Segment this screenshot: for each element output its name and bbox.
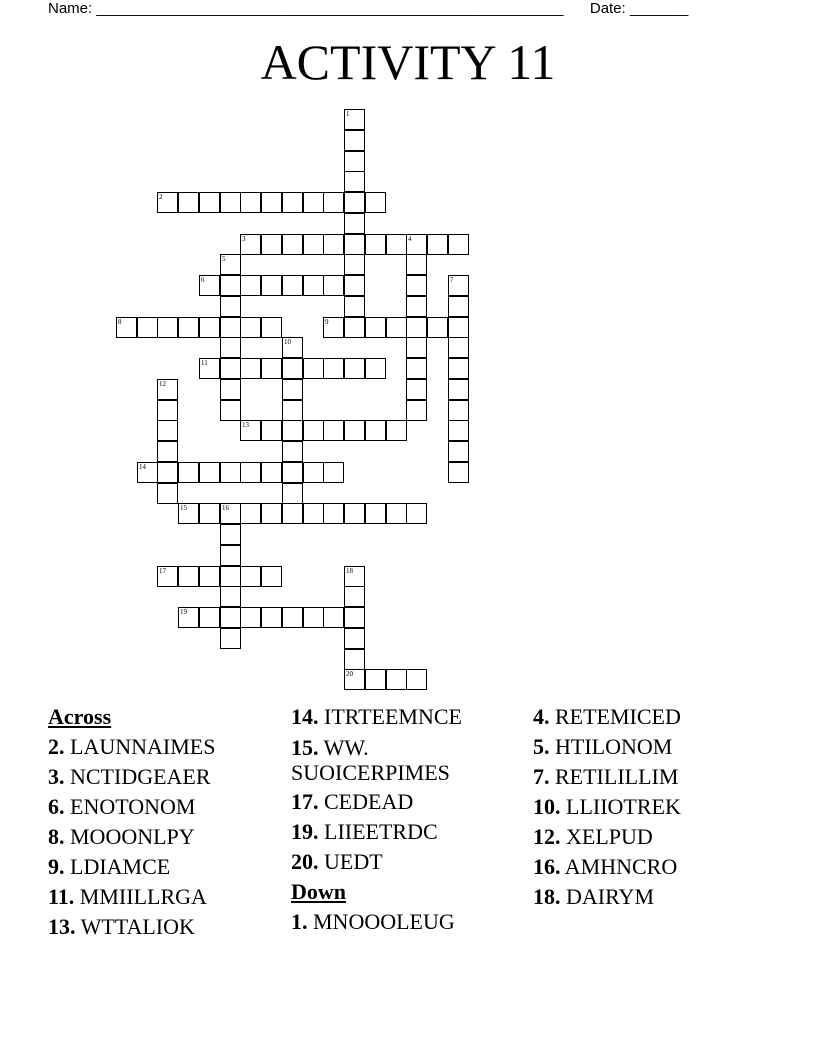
clue-item-number: 18. xyxy=(533,884,561,909)
clue-number: 18 xyxy=(346,567,353,575)
clue-item-number: 4. xyxy=(533,704,550,729)
grid-cell[interactable] xyxy=(240,566,261,587)
clue-number: 14 xyxy=(139,463,146,471)
grid-cell[interactable] xyxy=(365,358,386,379)
clue-number: 6 xyxy=(201,276,205,284)
clue-item xyxy=(533,702,681,732)
grid-cell[interactable] xyxy=(406,379,427,400)
grid-cell[interactable] xyxy=(220,192,241,213)
clue-item xyxy=(291,847,491,877)
grid-cell[interactable] xyxy=(199,566,220,587)
grid-cell[interactable] xyxy=(157,566,178,587)
clue-number: 12 xyxy=(159,380,166,388)
clue-item-number: 6. xyxy=(48,794,65,819)
grid-cell[interactable] xyxy=(157,462,178,483)
clue-column-1 xyxy=(48,702,215,942)
clue-number: 17 xyxy=(159,567,166,575)
grid-cell[interactable] xyxy=(157,317,178,338)
grid-cell[interactable] xyxy=(303,607,324,628)
grid-cell[interactable] xyxy=(344,628,365,649)
clue-item-number: 5. xyxy=(533,734,550,759)
grid-cell[interactable] xyxy=(220,379,241,400)
grid-cell[interactable] xyxy=(157,483,178,504)
grid-cell[interactable] xyxy=(406,254,427,275)
grid-cell[interactable] xyxy=(261,275,282,296)
clue-item-text: WW. SUOICERPIMES xyxy=(291,735,450,785)
name-label: Name: xyxy=(48,0,93,17)
grid-cell[interactable] xyxy=(344,317,365,338)
clue-item-text: MNOOOLEUG xyxy=(307,909,455,934)
grid-cell[interactable] xyxy=(448,441,469,462)
grid-cell[interactable] xyxy=(157,192,178,213)
clue-item-text: CEDEAD xyxy=(318,789,414,814)
grid-cell[interactable] xyxy=(240,358,261,379)
grid-cell[interactable] xyxy=(323,275,344,296)
clue-item-number: 13. xyxy=(48,914,76,939)
date-label: Date: xyxy=(589,0,626,17)
grid-cell[interactable] xyxy=(282,462,303,483)
clue-number: 5 xyxy=(222,255,226,263)
grid-cell[interactable] xyxy=(282,420,303,441)
clue-item-number: 9. xyxy=(48,854,65,879)
page-title: ACTIVITY 11 xyxy=(260,34,556,90)
header xyxy=(48,0,688,18)
grid-cell[interactable] xyxy=(137,317,158,338)
grid-cell[interactable] xyxy=(220,358,241,379)
clue-item-text: AMHNCRO xyxy=(560,854,678,879)
grid-cell[interactable] xyxy=(344,171,365,192)
grid-cell[interactable] xyxy=(261,317,282,338)
grid-cell[interactable] xyxy=(344,420,365,441)
clue-item-number: 19. xyxy=(291,819,319,844)
grid-cell[interactable] xyxy=(448,379,469,400)
grid-cell[interactable] xyxy=(199,607,220,628)
grid-cell[interactable] xyxy=(199,192,220,213)
grid-cell[interactable] xyxy=(261,420,282,441)
grid-cell[interactable] xyxy=(406,503,427,524)
grid-cell[interactable] xyxy=(406,317,427,338)
grid-cell[interactable] xyxy=(199,275,220,296)
grid-cell[interactable] xyxy=(406,669,427,690)
grid-cell[interactable] xyxy=(220,317,241,338)
grid-cell[interactable] xyxy=(261,503,282,524)
grid-cell[interactable] xyxy=(406,275,427,296)
grid-cell[interactable] xyxy=(323,420,344,441)
clue-column-2 xyxy=(291,702,491,937)
clue-item-text: XELPUD xyxy=(560,824,653,849)
clue-item xyxy=(291,787,491,817)
grid-cell[interactable] xyxy=(178,607,199,628)
grid-cell[interactable] xyxy=(323,607,344,628)
clue-item xyxy=(291,702,491,732)
grid-cell[interactable] xyxy=(323,234,344,255)
clue-item-text: LLIIOTREK xyxy=(560,794,681,819)
grid-cell[interactable] xyxy=(220,462,241,483)
grid-cell[interactable] xyxy=(344,503,365,524)
grid-cell[interactable] xyxy=(282,483,303,504)
grid-cell[interactable] xyxy=(178,566,199,587)
clue-item-text: RETEMICED xyxy=(549,704,681,729)
grid-cell[interactable] xyxy=(386,234,407,255)
clue-item-number: 17. xyxy=(291,789,319,814)
clue-item-text: LDIAMCE xyxy=(64,854,171,879)
clue-number: 3 xyxy=(242,235,246,243)
grid-cell[interactable] xyxy=(344,296,365,317)
clue-item-text: DAIRYM xyxy=(560,884,655,909)
clue-number: 1 xyxy=(346,110,350,118)
grid-cell[interactable] xyxy=(344,275,365,296)
grid-cell[interactable] xyxy=(365,192,386,213)
grid-cell[interactable] xyxy=(282,400,303,421)
grid-cell[interactable] xyxy=(282,275,303,296)
grid-cell[interactable] xyxy=(220,607,241,628)
clue-number: 4 xyxy=(408,235,412,243)
clue-number: 8 xyxy=(118,318,122,326)
clue-number: 15 xyxy=(180,504,187,512)
clue-item-text: LAUNNAIMES xyxy=(64,734,216,759)
grid-cell[interactable] xyxy=(282,234,303,255)
clue-item-text: ENOTONOM xyxy=(64,794,196,819)
grid-cell[interactable] xyxy=(303,358,324,379)
clue-item xyxy=(533,822,681,852)
grid-cell[interactable] xyxy=(303,503,324,524)
grid-cell[interactable] xyxy=(344,586,365,607)
grid-cell[interactable] xyxy=(323,462,344,483)
clue-item-text: RETILILLIM xyxy=(549,764,679,789)
grid-cell[interactable] xyxy=(448,420,469,441)
grid-cell[interactable] xyxy=(199,503,220,524)
grid-cell[interactable] xyxy=(220,296,241,317)
clue-item-number: 7. xyxy=(533,764,550,789)
grid-cell[interactable] xyxy=(240,234,261,255)
grid-cell[interactable] xyxy=(448,296,469,317)
grid-cell[interactable] xyxy=(344,649,365,670)
grid-cell[interactable] xyxy=(406,234,427,255)
grid-cell[interactable] xyxy=(220,566,241,587)
clue-item xyxy=(291,817,491,847)
clue-item xyxy=(48,822,215,852)
grid-cell[interactable] xyxy=(365,669,386,690)
date-line[interactable]: _______ xyxy=(629,0,689,17)
grid-cell[interactable] xyxy=(303,275,324,296)
grid-cell[interactable] xyxy=(240,317,261,338)
grid-cell[interactable] xyxy=(261,566,282,587)
grid-cell[interactable] xyxy=(386,420,407,441)
clue-item-text: MOOONLPY xyxy=(64,824,195,849)
clue-item-number: 8. xyxy=(48,824,65,849)
clue-item xyxy=(533,792,681,822)
grid-cell[interactable] xyxy=(323,317,344,338)
clue-item-text: HTILONOM xyxy=(549,734,673,759)
grid-cell[interactable] xyxy=(261,462,282,483)
grid-cell[interactable] xyxy=(344,358,365,379)
clue-item xyxy=(48,882,215,912)
clue-item-text: WTTALIOK xyxy=(75,914,195,939)
clue-item xyxy=(48,762,215,792)
grid-cell[interactable] xyxy=(178,503,199,524)
clue-number: 19 xyxy=(180,608,187,616)
clue-item-text: MMIILLRGA xyxy=(74,884,207,909)
clue-item-number: 11. xyxy=(48,884,75,909)
grid-cell[interactable] xyxy=(220,524,241,545)
clue-item xyxy=(533,882,681,912)
clue-number: 7 xyxy=(450,276,454,284)
grid-cell[interactable] xyxy=(199,358,220,379)
clue-item-number: 12. xyxy=(533,824,561,849)
clue-number: 11 xyxy=(201,359,208,367)
grid-cell[interactable] xyxy=(282,441,303,462)
grid-cell[interactable] xyxy=(344,151,365,172)
grid-cell[interactable] xyxy=(178,192,199,213)
across-heading: Across xyxy=(48,704,112,729)
grid-cell[interactable] xyxy=(240,420,261,441)
grid-cell[interactable] xyxy=(282,358,303,379)
grid-cell[interactable] xyxy=(386,317,407,338)
clue-item-number: 15. xyxy=(291,735,319,760)
grid-cell[interactable] xyxy=(261,358,282,379)
clue-item-text: UEDT xyxy=(318,849,383,874)
grid-cell[interactable] xyxy=(323,192,344,213)
grid-cell[interactable] xyxy=(344,669,365,690)
grid-cell[interactable] xyxy=(199,317,220,338)
grid-cell[interactable] xyxy=(261,192,282,213)
clue-item xyxy=(48,912,215,942)
grid-cell[interactable] xyxy=(157,420,178,441)
clue-item-number: 20. xyxy=(291,849,319,874)
grid-cell[interactable] xyxy=(344,192,365,213)
grid-cell[interactable] xyxy=(261,607,282,628)
clue-item xyxy=(291,732,491,787)
grid-cell[interactable] xyxy=(406,337,427,358)
grid-cell[interactable] xyxy=(406,358,427,379)
grid-cell[interactable] xyxy=(303,234,324,255)
grid-cell[interactable] xyxy=(157,441,178,462)
clue-item-number: 2. xyxy=(48,734,65,759)
clue-item-number: 1. xyxy=(291,909,308,934)
grid-cell[interactable] xyxy=(427,234,448,255)
grid-cell[interactable] xyxy=(344,566,365,587)
grid-cell[interactable] xyxy=(282,337,303,358)
clue-item-number: 10. xyxy=(533,794,561,819)
grid-cell[interactable] xyxy=(365,317,386,338)
grid-cell[interactable] xyxy=(137,462,158,483)
grid-cell[interactable] xyxy=(220,337,241,358)
grid-cell[interactable] xyxy=(220,586,241,607)
grid-cell[interactable] xyxy=(448,234,469,255)
clue-item-text: NCTIDGEAER xyxy=(64,764,211,789)
grid-cell[interactable] xyxy=(282,192,303,213)
grid-cell[interactable] xyxy=(303,420,324,441)
grid-cell[interactable] xyxy=(199,462,220,483)
grid-cell[interactable] xyxy=(386,669,407,690)
clue-number: 20 xyxy=(346,670,353,678)
grid-cell[interactable] xyxy=(323,503,344,524)
grid-cell[interactable] xyxy=(240,462,261,483)
grid-cell[interactable] xyxy=(178,462,199,483)
grid-cell[interactable] xyxy=(448,462,469,483)
grid-cell[interactable] xyxy=(448,275,469,296)
clue-item-number: 3. xyxy=(48,764,65,789)
grid-cell[interactable] xyxy=(344,607,365,628)
grid-cell[interactable] xyxy=(344,130,365,151)
grid-cell[interactable] xyxy=(365,503,386,524)
grid-cell[interactable] xyxy=(220,254,241,275)
grid-cell[interactable] xyxy=(344,213,365,234)
grid-cell[interactable] xyxy=(427,317,448,338)
clue-item xyxy=(533,732,681,762)
clue-item-number: 16. xyxy=(533,854,561,879)
grid-cell[interactable] xyxy=(365,234,386,255)
grid-cell[interactable] xyxy=(344,109,365,130)
grid-cell[interactable] xyxy=(406,296,427,317)
grid-cell[interactable] xyxy=(282,503,303,524)
grid-cell[interactable] xyxy=(448,337,469,358)
grid-cell[interactable] xyxy=(261,234,282,255)
grid-cell[interactable] xyxy=(157,400,178,421)
grid-cell[interactable] xyxy=(220,400,241,421)
grid-cell[interactable] xyxy=(386,503,407,524)
clue-item xyxy=(48,852,215,882)
clue-item xyxy=(48,792,215,822)
grid-cell[interactable] xyxy=(323,358,344,379)
grid-cell[interactable] xyxy=(448,358,469,379)
grid-cell[interactable] xyxy=(303,462,324,483)
grid-cell[interactable] xyxy=(282,379,303,400)
clue-item xyxy=(533,762,681,792)
grid-cell[interactable] xyxy=(240,192,261,213)
grid-cell[interactable] xyxy=(220,628,241,649)
name-line[interactable]: ________________________________________________________ xyxy=(96,0,564,17)
grid-cell[interactable] xyxy=(365,420,386,441)
grid-cell[interactable] xyxy=(240,607,261,628)
grid-cell[interactable] xyxy=(282,607,303,628)
grid-cell[interactable] xyxy=(178,317,199,338)
grid-cell[interactable] xyxy=(157,379,178,400)
grid-cell[interactable] xyxy=(220,275,241,296)
clue-item xyxy=(291,907,491,937)
grid-cell[interactable] xyxy=(344,254,365,275)
clue-column-3 xyxy=(533,702,681,912)
clue-item-text: LIIEETRDC xyxy=(318,819,438,844)
grid-cell[interactable] xyxy=(220,503,241,524)
grid-cell[interactable] xyxy=(116,317,137,338)
clue-item xyxy=(533,852,681,882)
clue-number: 10 xyxy=(284,338,291,346)
clue-item xyxy=(48,732,215,762)
clue-number: 9 xyxy=(325,318,329,326)
clue-item-number: 14. xyxy=(291,704,319,729)
grid-cell[interactable] xyxy=(303,192,324,213)
grid-cell[interactable] xyxy=(448,400,469,421)
grid-cell[interactable] xyxy=(240,275,261,296)
clue-number: 13 xyxy=(242,421,249,429)
grid-cell[interactable] xyxy=(448,317,469,338)
clue-number: 16 xyxy=(222,504,229,512)
grid-cell[interactable] xyxy=(406,400,427,421)
grid-cell[interactable] xyxy=(220,545,241,566)
grid-cell[interactable] xyxy=(344,234,365,255)
clue-number: 2 xyxy=(159,193,163,201)
down-heading: Down xyxy=(291,879,347,904)
clue-item-text: ITRTEEMNCE xyxy=(318,704,462,729)
grid-cell[interactable] xyxy=(240,503,261,524)
